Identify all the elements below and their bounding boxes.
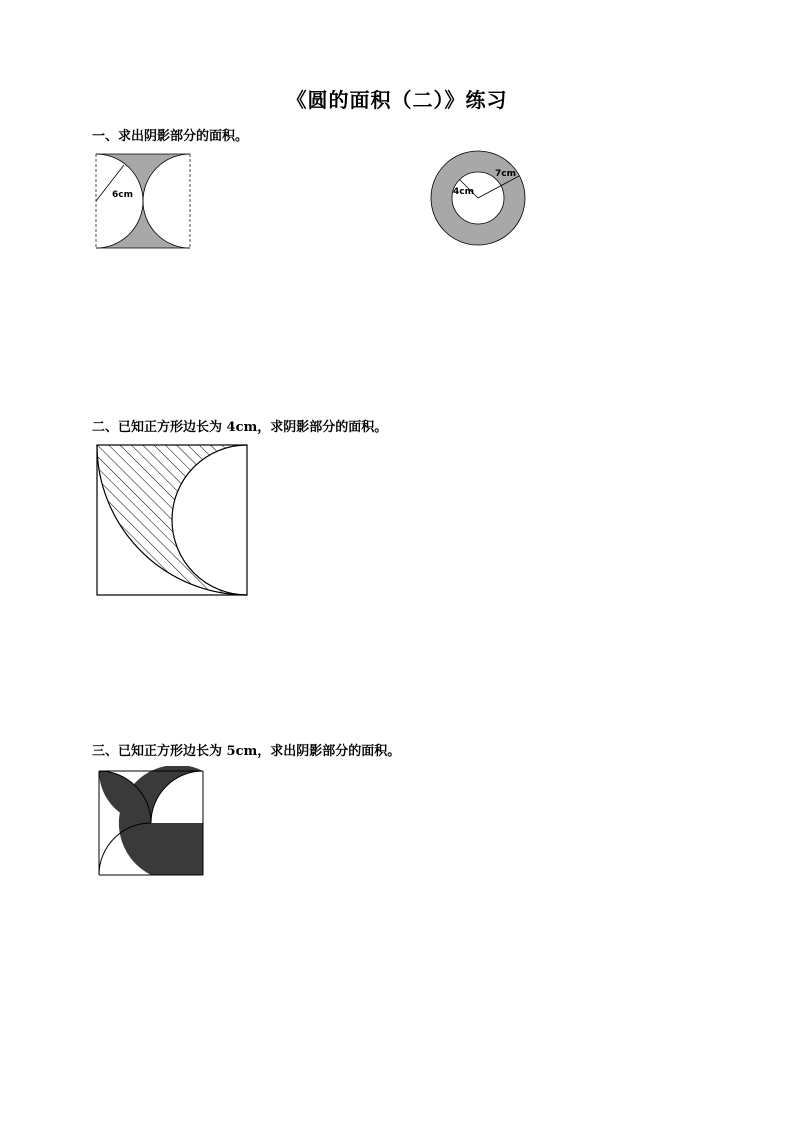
outer-radius-label: 7cm xyxy=(495,169,516,179)
annulus-ring-figure xyxy=(429,149,527,247)
lower-right-block xyxy=(151,823,203,875)
inner-radius-label: 4cm xyxy=(453,187,474,197)
page-title: 《圆的面积（二）》练习 xyxy=(286,88,508,112)
question-1-prompt: 一、求出阴影部分的面积。 xyxy=(92,129,249,144)
square-with-hatched-crescent-figure xyxy=(94,442,250,598)
square-with-quarter-circle-shading-figure xyxy=(94,766,206,878)
radius-label: 6cm xyxy=(112,190,133,200)
question-3-prompt: 三、已知正方形边长为 5cm，求出阴影部分的面积。 xyxy=(92,744,401,759)
question-2-prompt: 二、已知正方形边长为 4cm，求阴影部分的面积。 xyxy=(92,420,388,435)
square-with-two-semicircles-figure xyxy=(94,152,192,252)
